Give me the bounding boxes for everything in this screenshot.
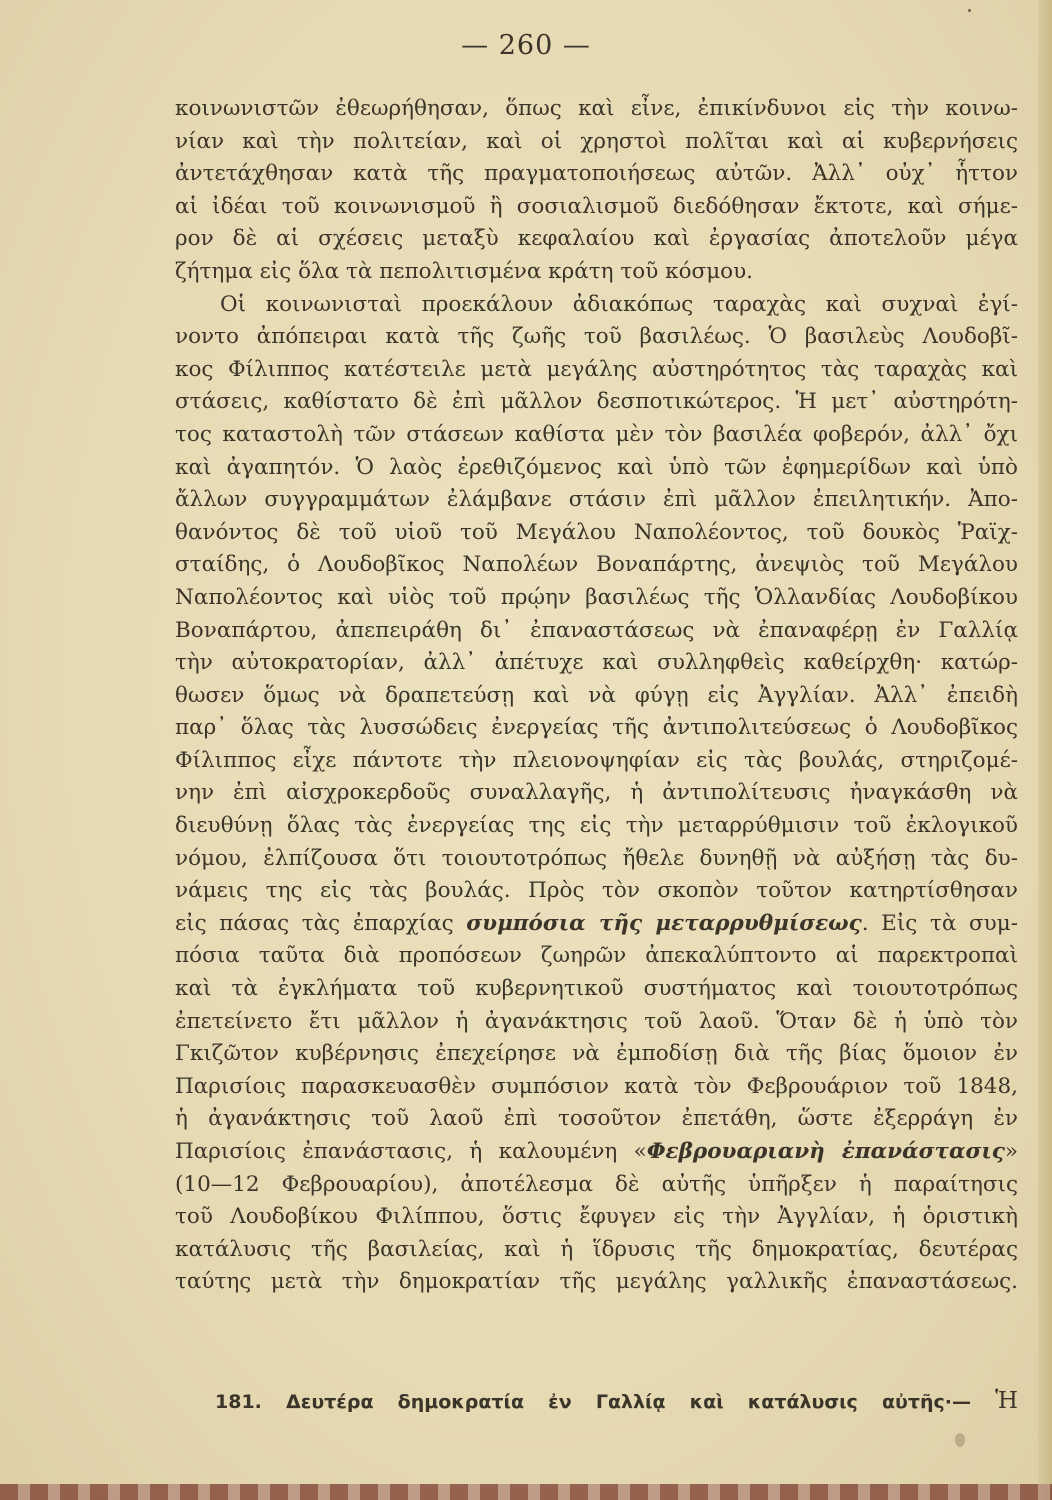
text-line (175, 908, 1018, 941)
text-line: σταίδης, ὁ Λουδοβῖκος Ναπολέων Βοναπάρτης, ἀνεψιὸς τοῦ Μεγάλου (175, 552, 1018, 578)
text-run: εἰς πάσας τὰς ἐπαρχίας (175, 910, 454, 936)
paper-stain (955, 1433, 965, 1447)
text-line: πόσια ταῦτα διὰ προπόσεων ζωηρῶν ἀπεκαλύπτοντο αἱ παρεκτροπαὶ (175, 943, 1018, 969)
ink-speck (968, 9, 971, 12)
text-line: θανόντος δὲ τοῦ υἱοῦ τοῦ Μεγάλου Ναπολέοντος, τοῦ δουκὸς Ῥαϊχ- (175, 519, 1018, 545)
text-line: ζήτημα εἰς ὅλα τὰ πεπολιτισμένα κράτη τοῦ κόσμου. (175, 258, 754, 284)
text-line: τοῦ Λουδοβίκου Φιλίππου, ὅστις ἔφυγεν εἰς τὴν Ἀγγλίαν, ἡ ὁριστικὴ (175, 1204, 1018, 1230)
text-run: Παρισίοις ἐπανάστασις, ἡ καλουμένη « (175, 1139, 647, 1164)
text-line: κοινωνιστῶν ἐθεωρήθησαν, ὅπως καὶ εἶνε, ἐπικίνδυνοι εἰς τὴν κοινω- (175, 96, 1018, 121)
text-line: νόμου, ἐλπίζουσα ὅτι τοιουτοτρόπως ἤθελε δυνηθῇ νὰ αὐξήσῃ τὰς δυ- (175, 845, 1018, 871)
text-line: ἀντετάχθησαν κατὰ τῆς πραγματοποιήσεως αὐτῶν. Ἀλλ᾽ οὐχ᾽ ἧττον (175, 161, 1018, 187)
text-line: κος Φίλιππος κατέστειλε μετὰ μεγάλης αὐστηρότητος τὰς ταραχὰς καὶ (175, 356, 1018, 382)
emphasized-text: συμπόσια τῆς μεταρρυθμίσεως (466, 910, 862, 936)
text-line: Οἱ κοινωνισταὶ προεκάλουν ἀδιακόπως ταραχὰς καὶ συχναὶ ἐγί- (220, 291, 1018, 317)
text-line: νοντο ἀπόπειραι κατὰ τῆς ζωῆς τοῦ βασιλέως. Ὁ βασιλεὺς Λουδοβῖ- (175, 324, 1018, 350)
text-line: Φίλιππος εἶχε πάντοτε τὴν πλειονοψηφίαν εἰς τὰς βουλάς, στηριζομέ- (175, 747, 1018, 773)
text-line: παρ᾽ ὅλας τὰς λυσσώδεις ἐνεργείας τῆς ἀντιπολιτεύσεως ὁ Λουδοβῖκος (175, 715, 1018, 741)
text-line: ρον δὲ αἱ σχέσεις μεταξὺ κεφαλαίου καὶ ἐργασίας ἀποτελοῦν μέγα (175, 226, 1018, 252)
text-line: ἄλλων συγγραμμάτων ἐλάμβανε στάσιν ἐπὶ μᾶλλον ἐπειλητικήν. Ἀπο- (175, 487, 1018, 513)
page-number: — 260 — (461, 30, 591, 61)
text-line: Βοναπάρτου, ἀπεπειράθη δι᾽ ἐπαναστάσεως νὰ ἐπαναφέρῃ ἐν Γαλλίᾳ (175, 617, 1018, 643)
text-line: Ναπολέοντος καὶ υἱὸς τοῦ πρῴην βασιλέως τῆς Ὁλλανδίας Λουδοβίκου (175, 584, 1018, 610)
text-run: . Εἰς τὰ συμ- (861, 910, 1018, 936)
text-line: ταύτης μετὰ τὴν δημοκρατίαν τῆς μεγάλης γαλλικῆς ἐπαναστάσεως. (175, 1269, 1018, 1295)
text-line: ἡ ἀγανάκτησις τοῦ λαοῦ ἐπὶ τοσοῦτον ἐπετάθη, ὥστε ἐξερράγη ἐν (175, 1106, 1018, 1132)
text-line: νίαν καὶ τὴν πολιτείαν, καὶ οἱ χρηστοὶ πολῖται καὶ αἱ κυβερνήσεις (175, 128, 1018, 154)
text-line: (10—12 Φεβρουαρίου), ἀποτέλεσμα δὲ αὐτῆς ὑπῆρξεν ἡ παραίτησις (175, 1171, 1018, 1197)
section-heading-continuation: Ἡ (995, 1388, 1018, 1414)
emphasized-text: Φεβρουαριανὴ ἐπανάστασις (646, 1139, 1005, 1164)
body-text (175, 93, 1018, 1299)
section-heading (215, 1385, 1018, 1418)
section-heading-text: 181. Δευτέρα δημοκρατία ἐν Γαλλίᾳ καὶ κατάλυσις αὐτῆς·— (215, 1391, 971, 1413)
text-line: ἐπετείνετο ἔτι μᾶλλον ἡ ἀγανάκτησις τοῦ λαοῦ. Ὅταν δὲ ἡ ὑπὸ τὸν (175, 1008, 1018, 1034)
text-line: Παρισίοις παρασκευασθὲν συμπόσιον κατὰ τὸν Φεβρουάριον τοῦ 1848, (175, 1073, 1018, 1099)
text-line: τὴν αὐτοκρατορίαν, ἀλλ᾽ ἀπέτυχε καὶ συλληφθεὶς καθείρχθη· κατώρ- (175, 650, 1018, 676)
text-line: θωσεν ὅμως νὰ δραπετεύσῃ καὶ νὰ φύγῃ εἰς Ἀγγλίαν. Ἀλλ᾽ ἐπειδὴ (175, 682, 1018, 708)
text-line: καὶ τὰ ἐγκλήματα τοῦ κυβερνητικοῦ συστήματος καὶ τοιουτοτρόπως (175, 976, 1018, 1002)
text-line: αἱ ἰδέαι τοῦ κοινωνισμοῦ ἢ σοσιαλισμοῦ διεδόθησαν ἔκτοτε, καὶ σήμε- (175, 193, 1018, 219)
binding-edge (0, 1484, 1052, 1500)
text-line: στάσεις, καθίστατο δὲ ἐπὶ μᾶλλον δεσποτικώτερος. Ἡ μετ᾽ αὐστηρότη- (175, 389, 1018, 415)
text-run: » (1004, 1139, 1018, 1164)
text-line: τος καταστολὴ τῶν στάσεων καθίστα μὲν τὸν βασιλέα φοβερόν, ἀλλ᾽ ὄχι (175, 421, 1018, 447)
text-line: καὶ ἀγαπητόν. Ὁ λαὸς ἐρεθιζόμενος καὶ ὑπὸ τῶν ἐφημερίδων καὶ ὑπὸ (175, 454, 1018, 480)
text-line: νην ἐπὶ αἰσχροκερδοῦς συναλλαγῆς, ἡ ἀντιπολίτευσις ἠναγκάσθη νὰ (175, 780, 1018, 806)
text-line: διευθύνῃ ὅλας τὰς ἐνεργείας της εἰς τὴν μεταρρύθμισιν τοῦ ἐκλογικοῦ (175, 813, 1018, 839)
text-line (175, 1136, 1018, 1169)
text-line: νάμεις της εἰς τὰς βουλάς. Πρὸς τὸν σκοπὸν τοῦτον κατηρτίσθησαν (175, 878, 1018, 904)
text-line: Γκιζῶτον κυβέρνησις ἐπεχείρησε νὰ ἐμποδίσῃ διὰ τῆς βίας ὅμοιον ἐν (175, 1041, 1018, 1067)
page-edge (1038, 0, 1052, 1500)
text-line: κατάλυσις τῆς βασιλείας, καὶ ἡ ἵδρυσις τῆς δημοκρατίας, δευτέρας (175, 1236, 1018, 1262)
